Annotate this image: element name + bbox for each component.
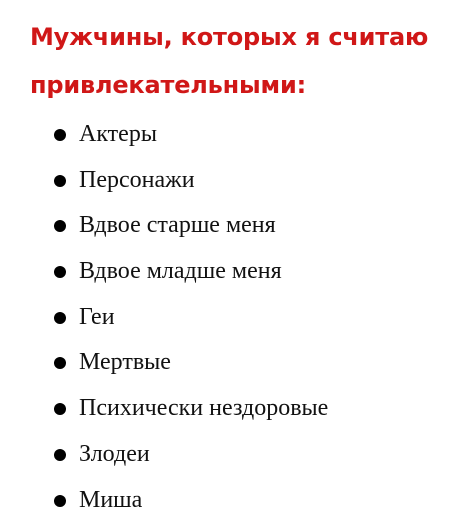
- bullet-icon: [54, 266, 66, 278]
- bullet-icon: [54, 220, 66, 232]
- list-item-label: Вдвое старше меня: [79, 212, 276, 239]
- heading-line-1: Мужчины, которых я считаю: [30, 23, 429, 51]
- list-item-label: Миша: [79, 486, 143, 513]
- heading: [30, 13, 430, 109]
- bullet-icon: [54, 403, 66, 415]
- list-item-label: Персонажи: [79, 166, 195, 193]
- list-item: [0, 112, 420, 158]
- attraction-list: [0, 112, 420, 523]
- bullet-icon: [54, 175, 66, 187]
- list-item: [0, 340, 420, 386]
- list-item-label: Психически нездоровые: [79, 395, 329, 422]
- heading-line-2: привлекательными:: [30, 71, 306, 99]
- list-item: [0, 295, 420, 341]
- bullet-icon: [54, 312, 66, 324]
- list-item-label: Мертвые: [79, 349, 171, 376]
- bullet-icon: [54, 129, 66, 141]
- list-item-label: Актеры: [79, 121, 157, 147]
- list-item: [0, 203, 420, 249]
- bullet-icon: [54, 449, 66, 461]
- list-item: [0, 158, 420, 204]
- list-item: [0, 432, 420, 478]
- list-item: [0, 478, 420, 524]
- list-item-label: Геи: [79, 303, 115, 330]
- list-item: [0, 249, 420, 295]
- bullet-icon: [54, 357, 66, 369]
- list-item-label: Злодеи: [79, 440, 150, 467]
- list-item: [0, 386, 420, 432]
- list-item-label: Вдвое младше меня: [79, 258, 282, 285]
- bullet-icon: [54, 495, 66, 507]
